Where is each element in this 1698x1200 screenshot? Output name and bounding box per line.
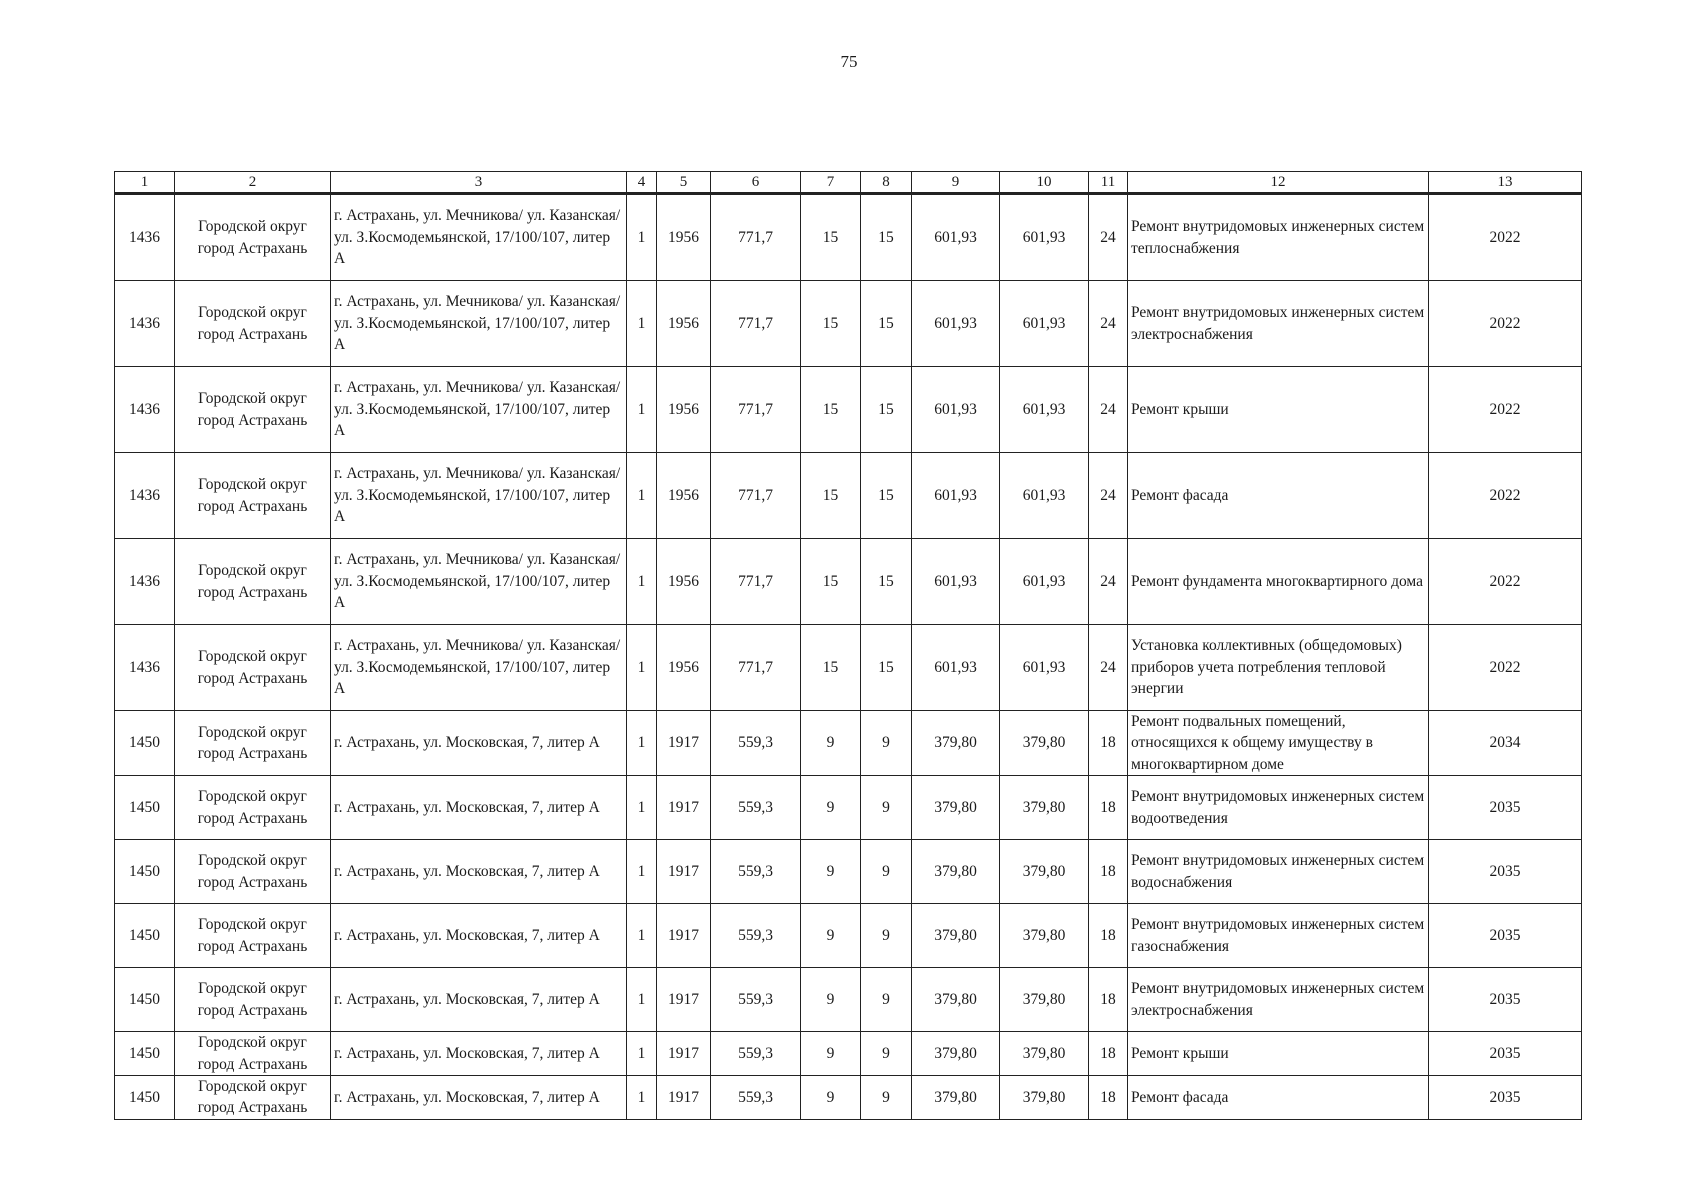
address-cell: г. Астрахань, ул. Московская, 7, литер А (331, 840, 627, 904)
column-header: 1 (115, 172, 175, 194)
municipality-cell: Городской округ город Астрахань (175, 776, 331, 840)
col7-cell: 9 (801, 1032, 861, 1076)
col6-cell: 559,3 (711, 711, 801, 776)
address-cell: г. Астрахань, ул. Московская, 7, литер А (331, 1032, 627, 1076)
table-row (115, 904, 1582, 968)
col10-cell: 601,93 (1000, 194, 1089, 281)
row-number: 1436 (115, 625, 175, 711)
col4-cell: 1 (627, 1075, 657, 1119)
row-number: 1436 (115, 539, 175, 625)
plan-year-cell: 2034 (1429, 711, 1582, 776)
col4-cell: 1 (627, 539, 657, 625)
plan-year-cell: 2035 (1429, 776, 1582, 840)
col6-cell: 559,3 (711, 1032, 801, 1076)
col11-cell: 18 (1089, 968, 1128, 1032)
col10-cell: 601,93 (1000, 281, 1089, 367)
year-cell: 1956 (657, 539, 711, 625)
year-cell: 1956 (657, 367, 711, 453)
col10-cell: 601,93 (1000, 367, 1089, 453)
municipality-cell: Городской округ город Астрахань (175, 904, 331, 968)
repair-program-table (114, 171, 1582, 1120)
col11-cell: 24 (1089, 194, 1128, 281)
col6-cell: 559,3 (711, 904, 801, 968)
plan-year-cell: 2022 (1429, 367, 1582, 453)
column-header: 2 (175, 172, 331, 194)
col7-cell: 15 (801, 453, 861, 539)
year-cell: 1956 (657, 453, 711, 539)
address-cell: г. Астрахань, ул. Московская, 7, литер А (331, 904, 627, 968)
plan-year-cell: 2035 (1429, 1032, 1582, 1076)
table-row (115, 968, 1582, 1032)
work-type-cell: Установка коллективных (общедомовых) приборов учета потребления тепловой энергии (1128, 625, 1429, 711)
col7-cell: 9 (801, 904, 861, 968)
work-type-cell: Ремонт внутридомовых инженерных систем водоотведения (1128, 776, 1429, 840)
col10-cell: 379,80 (1000, 840, 1089, 904)
work-type-cell: Ремонт внутридомовых инженерных систем теплоснабжения (1128, 194, 1429, 281)
col9-cell: 601,93 (912, 194, 1000, 281)
col4-cell: 1 (627, 904, 657, 968)
col8-cell: 9 (861, 904, 912, 968)
year-cell: 1956 (657, 281, 711, 367)
col10-cell: 379,80 (1000, 1075, 1089, 1119)
column-header: 3 (331, 172, 627, 194)
col9-cell: 601,93 (912, 281, 1000, 367)
col11-cell: 18 (1089, 776, 1128, 840)
column-header: 13 (1429, 172, 1582, 194)
col6-cell: 559,3 (711, 968, 801, 1032)
plan-year-cell: 2035 (1429, 840, 1582, 904)
col9-cell: 379,80 (912, 711, 1000, 776)
work-type-cell: Ремонт фундамента многоквартирного дома (1128, 539, 1429, 625)
address-cell: г. Астрахань, ул. Мечникова/ ул. Казанская/ ул. З.Космодемьянской, 17/100/107, литер А (331, 453, 627, 539)
row-number: 1436 (115, 194, 175, 281)
col9-cell: 379,80 (912, 904, 1000, 968)
address-cell: г. Астрахань, ул. Московская, 7, литер А (331, 968, 627, 1032)
row-number: 1450 (115, 968, 175, 1032)
col9-cell: 379,80 (912, 776, 1000, 840)
table-row (115, 1032, 1582, 1076)
col8-cell: 15 (861, 194, 912, 281)
municipality-cell: Городской округ город Астрахань (175, 194, 331, 281)
col7-cell: 9 (801, 1075, 861, 1119)
address-cell: г. Астрахань, ул. Мечникова/ ул. Казанская/ ул. З.Космодемьянской, 17/100/107, литер А (331, 625, 627, 711)
municipality-cell: Городской округ город Астрахань (175, 1075, 331, 1119)
col4-cell: 1 (627, 367, 657, 453)
col9-cell: 601,93 (912, 453, 1000, 539)
column-header: 8 (861, 172, 912, 194)
row-number: 1436 (115, 281, 175, 367)
col8-cell: 9 (861, 968, 912, 1032)
col8-cell: 9 (861, 840, 912, 904)
col11-cell: 24 (1089, 453, 1128, 539)
col8-cell: 15 (861, 625, 912, 711)
table-row (115, 453, 1582, 539)
col6-cell: 559,3 (711, 840, 801, 904)
col11-cell: 24 (1089, 281, 1128, 367)
col10-cell: 601,93 (1000, 453, 1089, 539)
address-cell: г. Астрахань, ул. Мечникова/ ул. Казанская/ ул. З.Космодемьянской, 17/100/107, литер А (331, 367, 627, 453)
col7-cell: 15 (801, 281, 861, 367)
plan-year-cell: 2022 (1429, 281, 1582, 367)
col8-cell: 15 (861, 539, 912, 625)
col11-cell: 18 (1089, 904, 1128, 968)
column-header: 7 (801, 172, 861, 194)
col6-cell: 771,7 (711, 625, 801, 711)
col8-cell: 15 (861, 453, 912, 539)
municipality-cell: Городской округ город Астрахань (175, 625, 331, 711)
col10-cell: 379,80 (1000, 904, 1089, 968)
year-cell: 1917 (657, 1075, 711, 1119)
plan-year-cell: 2022 (1429, 194, 1582, 281)
column-header: 4 (627, 172, 657, 194)
col11-cell: 18 (1089, 1032, 1128, 1076)
year-cell: 1917 (657, 711, 711, 776)
year-cell: 1917 (657, 776, 711, 840)
col8-cell: 9 (861, 1075, 912, 1119)
row-number: 1436 (115, 367, 175, 453)
row-number: 1450 (115, 904, 175, 968)
municipality-cell: Городской округ город Астрахань (175, 711, 331, 776)
table-row (115, 194, 1582, 281)
municipality-cell: Городской округ город Астрахань (175, 367, 331, 453)
year-cell: 1917 (657, 968, 711, 1032)
address-cell: г. Астрахань, ул. Мечникова/ ул. Казанская/ ул. З.Космодемьянской, 17/100/107, литер А (331, 281, 627, 367)
col4-cell: 1 (627, 840, 657, 904)
work-type-cell: Ремонт внутридомовых инженерных систем электроснабжения (1128, 281, 1429, 367)
address-cell: г. Астрахань, ул. Московская, 7, литер А (331, 1075, 627, 1119)
table-row (115, 840, 1582, 904)
year-cell: 1917 (657, 840, 711, 904)
page-number: 75 (840, 52, 858, 71)
col9-cell: 379,80 (912, 840, 1000, 904)
col4-cell: 1 (627, 1032, 657, 1076)
work-type-cell: Ремонт внутридомовых инженерных систем газоснабжения (1128, 904, 1429, 968)
column-header: 9 (912, 172, 1000, 194)
col11-cell: 24 (1089, 625, 1128, 711)
col10-cell: 379,80 (1000, 711, 1089, 776)
work-type-cell: Ремонт внутридомовых инженерных систем водоснабжения (1128, 840, 1429, 904)
col8-cell: 9 (861, 711, 912, 776)
col9-cell: 601,93 (912, 625, 1000, 711)
col6-cell: 559,3 (711, 776, 801, 840)
col4-cell: 1 (627, 453, 657, 539)
column-header: 5 (657, 172, 711, 194)
col9-cell: 601,93 (912, 367, 1000, 453)
col6-cell: 771,7 (711, 453, 801, 539)
col7-cell: 15 (801, 625, 861, 711)
col6-cell: 771,7 (711, 194, 801, 281)
table-row (115, 625, 1582, 711)
col10-cell: 379,80 (1000, 968, 1089, 1032)
col6-cell: 559,3 (711, 1075, 801, 1119)
col4-cell: 1 (627, 194, 657, 281)
address-cell: г. Астрахань, ул. Мечникова/ ул. Казанская/ ул. З.Космодемьянской, 17/100/107, литер А (331, 539, 627, 625)
col9-cell: 601,93 (912, 539, 1000, 625)
column-header: 12 (1128, 172, 1429, 194)
col4-cell: 1 (627, 281, 657, 367)
col9-cell: 379,80 (912, 1075, 1000, 1119)
table-row (115, 281, 1582, 367)
col11-cell: 24 (1089, 539, 1128, 625)
col10-cell: 379,80 (1000, 1032, 1089, 1076)
column-header: 11 (1089, 172, 1128, 194)
work-type-cell: Ремонт крыши (1128, 1032, 1429, 1076)
table-row (115, 367, 1582, 453)
plan-year-cell: 2022 (1429, 539, 1582, 625)
col6-cell: 771,7 (711, 281, 801, 367)
year-cell: 1917 (657, 1032, 711, 1076)
col8-cell: 15 (861, 281, 912, 367)
row-number: 1450 (115, 776, 175, 840)
table-row (115, 776, 1582, 840)
col7-cell: 9 (801, 840, 861, 904)
municipality-cell: Городской округ город Астрахань (175, 840, 331, 904)
municipality-cell: Городской округ город Астрахань (175, 539, 331, 625)
column-header: 10 (1000, 172, 1089, 194)
year-cell: 1956 (657, 625, 711, 711)
col11-cell: 24 (1089, 367, 1128, 453)
col10-cell: 601,93 (1000, 539, 1089, 625)
col10-cell: 601,93 (1000, 625, 1089, 711)
municipality-cell: Городской округ город Астрахань (175, 1032, 331, 1076)
col7-cell: 9 (801, 711, 861, 776)
col11-cell: 18 (1089, 1075, 1128, 1119)
plan-year-cell: 2035 (1429, 1075, 1582, 1119)
column-header: 6 (711, 172, 801, 194)
plan-year-cell: 2035 (1429, 904, 1582, 968)
col7-cell: 9 (801, 776, 861, 840)
municipality-cell: Городской округ город Астрахань (175, 968, 331, 1032)
year-cell: 1917 (657, 904, 711, 968)
work-type-cell: Ремонт крыши (1128, 367, 1429, 453)
col11-cell: 18 (1089, 711, 1128, 776)
row-number: 1450 (115, 840, 175, 904)
col8-cell: 15 (861, 367, 912, 453)
col8-cell: 9 (861, 1032, 912, 1076)
col10-cell: 379,80 (1000, 776, 1089, 840)
table-row (115, 539, 1582, 625)
row-number: 1450 (115, 1032, 175, 1076)
col9-cell: 379,80 (912, 1032, 1000, 1076)
work-type-cell: Ремонт подвальных помещений, относящихся к общему имуществу в многоквартирном доме (1128, 711, 1429, 776)
address-cell: г. Астрахань, ул. Московская, 7, литер А (331, 776, 627, 840)
col11-cell: 18 (1089, 840, 1128, 904)
col6-cell: 771,7 (711, 367, 801, 453)
address-cell: г. Астрахань, ул. Московская, 7, литер А (331, 711, 627, 776)
col7-cell: 15 (801, 539, 861, 625)
col7-cell: 9 (801, 968, 861, 1032)
work-type-cell: Ремонт внутридомовых инженерных систем электроснабжения (1128, 968, 1429, 1032)
col4-cell: 1 (627, 968, 657, 1032)
col9-cell: 379,80 (912, 968, 1000, 1032)
table-row (115, 711, 1582, 776)
col4-cell: 1 (627, 625, 657, 711)
col7-cell: 15 (801, 367, 861, 453)
work-type-cell: Ремонт фасада (1128, 453, 1429, 539)
plan-year-cell: 2022 (1429, 625, 1582, 711)
work-type-cell: Ремонт фасада (1128, 1075, 1429, 1119)
row-number: 1450 (115, 711, 175, 776)
year-cell: 1956 (657, 194, 711, 281)
col4-cell: 1 (627, 711, 657, 776)
col6-cell: 771,7 (711, 539, 801, 625)
municipality-cell: Городской округ город Астрахань (175, 281, 331, 367)
row-number: 1450 (115, 1075, 175, 1119)
table-row (115, 1075, 1582, 1119)
col7-cell: 15 (801, 194, 861, 281)
plan-year-cell: 2035 (1429, 968, 1582, 1032)
municipality-cell: Городской округ город Астрахань (175, 453, 331, 539)
address-cell: г. Астрахань, ул. Мечникова/ ул. Казанская/ ул. З.Космодемьянской, 17/100/107, литер А (331, 194, 627, 281)
col4-cell: 1 (627, 776, 657, 840)
column-number-row (115, 172, 1582, 194)
col8-cell: 9 (861, 776, 912, 840)
plan-year-cell: 2022 (1429, 453, 1582, 539)
row-number: 1436 (115, 453, 175, 539)
